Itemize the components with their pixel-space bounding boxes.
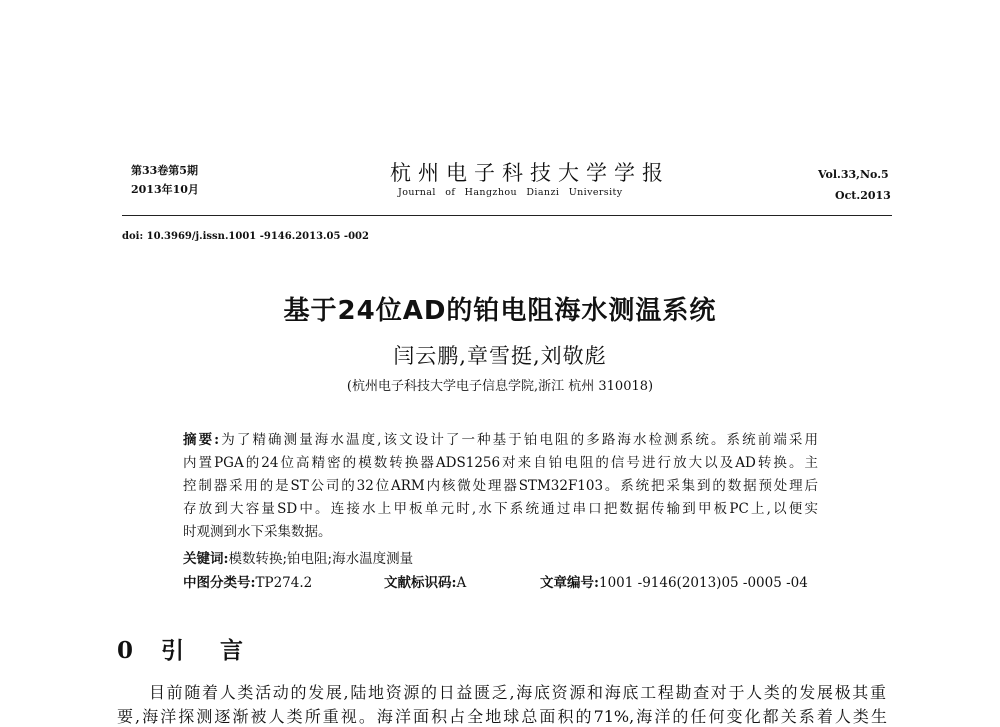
abstract-line: 存放到大容量SD中。连接水上甲板单元时,水下系统通过串口把数据传输到甲板PC上,以便实 xyxy=(183,501,818,517)
paper-authors: 闫云鹏,章雪挺,刘敬彪 xyxy=(393,344,607,368)
clc-number xyxy=(183,571,312,591)
header-rule xyxy=(122,215,892,216)
article-number-label: 文章编号: xyxy=(540,575,599,591)
journal-english-title: Journal of Hangzhou Dianzi University xyxy=(398,187,623,198)
keywords-value: 模数转换;铂电阻;海水温度测量 xyxy=(228,551,414,567)
abstract-line xyxy=(183,428,818,448)
body-text-line: 目前随着人类活动的发展,陆地资源的日益匮乏,海底资源和海底工程勘查对于人类的发展极其重 xyxy=(149,683,886,702)
issue-date: 2013年10月 xyxy=(131,183,199,196)
keywords-label: 关键词: xyxy=(183,551,229,567)
clc-label: 中图分类号: xyxy=(183,575,256,591)
abstract-label: 摘要: xyxy=(183,432,220,448)
issue-date-english: Oct.2013 xyxy=(835,189,891,202)
body-text-line: 要,海洋探测逐渐被人类所重视。海洋面积占全地球总面积的71%,海洋的任何变化都关系着人类生 xyxy=(117,707,887,726)
clc-value: TP274.2 xyxy=(255,575,313,591)
article-number xyxy=(540,571,808,591)
doi: doi: 10.3969/j.issn.1001 -9146.2013.05 -002 xyxy=(122,231,369,242)
document-code xyxy=(384,571,466,591)
document-code-label: 文献标识码: xyxy=(384,575,457,591)
section-title: 引 言 xyxy=(161,637,258,664)
article-number-value: 1001 -9146(2013)05 -0005 -04 xyxy=(598,575,808,591)
abstract-text: 为了精确测量海水温度,该文设计了一种基于铂电阻的多路海水检测系统。系统前端采用 xyxy=(219,432,818,448)
abstract-line: 控制器采用的是ST公司的32位ARM内核微处理器STM32F103。系统把采集到的数据预处理后 xyxy=(183,478,818,494)
abstract-line: 内置PGA的24位高精密的模数转换器ADS1256对来自铂电阻的信号进行放大以及AD转换。主 xyxy=(183,455,818,471)
document-code-value: A xyxy=(456,575,467,591)
section-number: 0 xyxy=(117,637,148,664)
issue-info: 第33卷第5期 xyxy=(131,164,198,177)
journal-title: 杭州电子科技大学学报 xyxy=(390,161,670,185)
volume-info: Vol.33,No.5 xyxy=(818,168,889,181)
paper-affiliation: (杭州电子科技大学电子信息学院,浙江 杭州 310018) xyxy=(346,379,654,394)
paper-title: 基于24位AD的铂电阻海水测温系统 xyxy=(283,296,717,326)
abstract-line: 时观测到水下采集数据。 xyxy=(183,524,332,540)
section-heading xyxy=(117,632,257,665)
keywords xyxy=(183,547,413,567)
